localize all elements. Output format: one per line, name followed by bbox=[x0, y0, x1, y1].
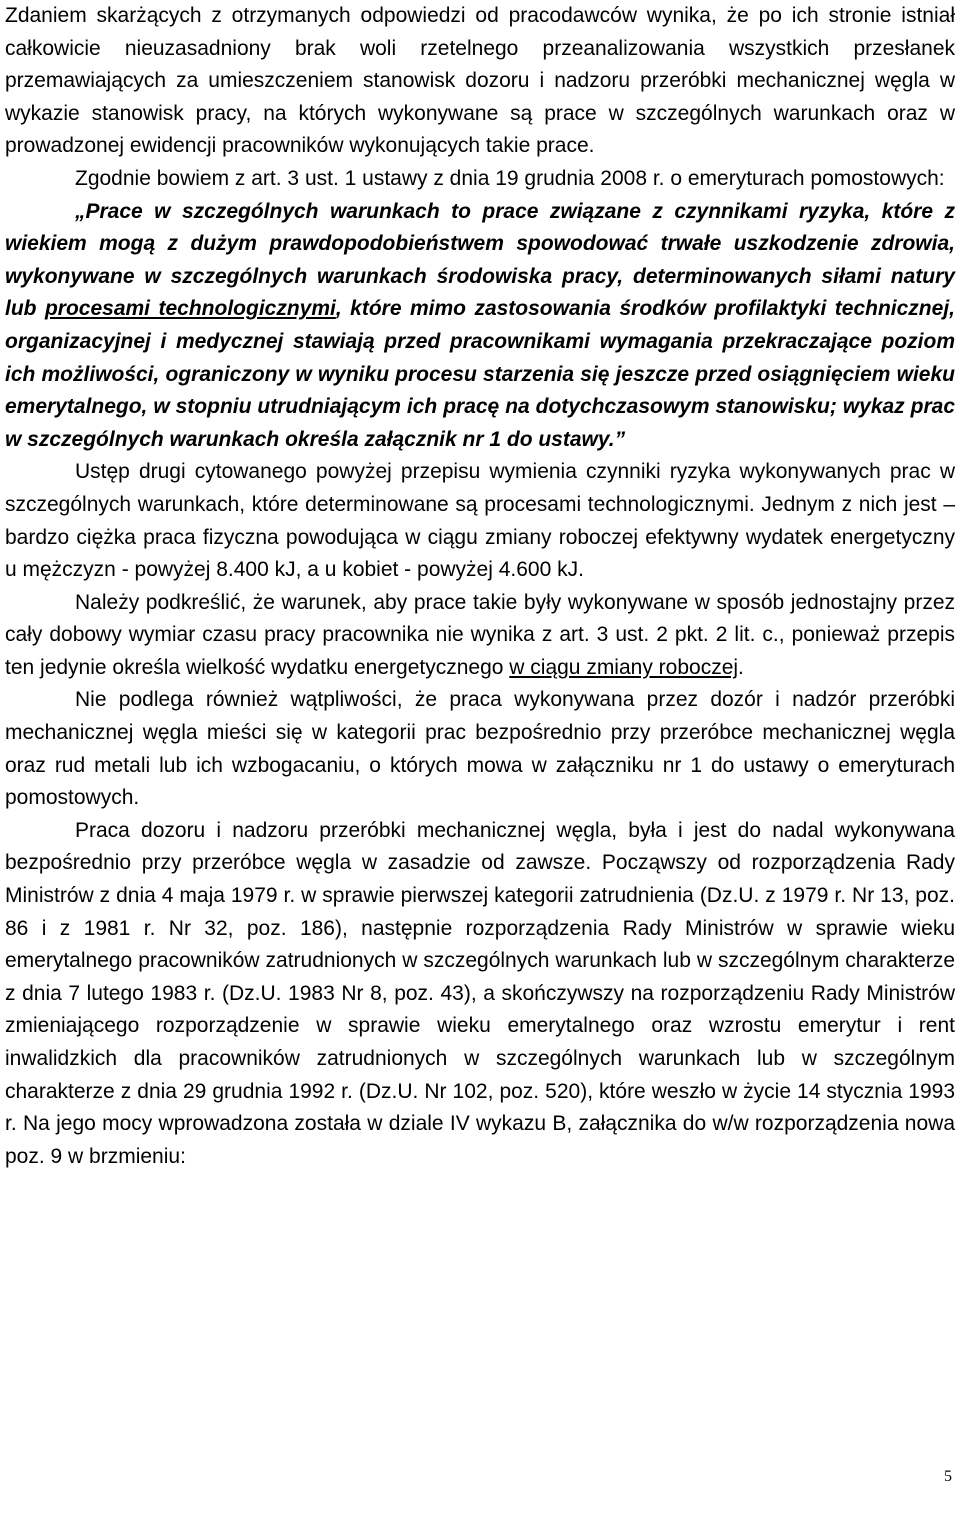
paragraph-regulation-history: Praca dozoru i nadzoru przeróbki mechanicznej węgla, była i jest do nadal wykonywana bezpośrednio przy przeróbce węgla w zasadzie od zawsze. Począwszy od rozporządzenia Rady Ministrów z dnia 4 maja 1979 r. w sprawie pierwszej kategorii zatrudnienia (Dz.U. z 1979 r. Nr 13, poz. 86 i z 1981 r. Nr 32, poz. 186), następnie rozporządzenia Rady Ministrów w sprawie wieku emerytalnego pracowników zatrudnionych w szczególnych warunkach lub w szczególnym charakterze z dnia 7 lutego 1983 r. (Dz.U. 1983 Nr 8, poz. 43), a skończywszy na rozporządzeniu Rady Ministrów zmieniającego rozporządzenie w sprawie wieku emerytalnego oraz wzrostu emerytur i rent inwalidzkich dla pracowników zatrudnionych w szczególnych warunkach lub w szczególnym charakterze z dnia 29 grudnia 1992 r. (Dz.U. Nr 102, poz. 520), które weszło w życie 14 stycznia 1993 r. Na jego mocy wprowadzona została w dziale IV wykazu B, załącznika do w/w rozporządzenia nowa poz. 9 w brzmieniu: bbox=[5, 818, 955, 1168]
paragraph-legal-basis: Zgodnie bowiem z art. 3 ust. 1 ustawy z dnia 19 grudnia 2008 r. o emeryturach pomostowych: bbox=[75, 166, 945, 190]
page-number: 5 bbox=[944, 1468, 952, 1485]
quote-text-start: „Prace w szczególnych warunkach to prace związane z czynnikami ryzyka, które z wiekiem mogą z dużym prawdopodobieństwem spowodować trwałe uszkodzenie zdrowia, wykonywane w szczególnych warunkach środowiska pracy, determinowanych siłami natury lub bbox=[5, 199, 955, 321]
paragraph-condition-start: Należy podkreślić, że warunek, aby prace takie były wykonywane w sposób jednostajny przez cały dobowy wymiar czasu pracy pracownika nie wynika z art. 3 ust. 2 pkt. 2 lit. c., ponieważ przepis ten jedynie określa wielkość wydatku energetycznego bbox=[5, 590, 955, 679]
paragraph-condition-underlined: w ciągu zmiany roboczej bbox=[509, 655, 739, 679]
quote-text-end: , które mimo zastosowania środków profilaktyki technicznej, organizacyjnej i medycznej stawiają przed pracownikami wymagania przekraczające poziom ich możliwości, ograniczony w wyniku procesu starzenia się jeszcze przed osiągnięciem wieku emerytalnego, w stopniu utrudniającym ich pracę na dotychczasowym stanowisku; wykaz prac w szczególnych warunkach określa załącznik nr 1 do ustawy.” bbox=[5, 297, 955, 451]
paragraph-condition-end: . bbox=[738, 655, 744, 679]
quoted-provision bbox=[5, 196, 955, 457]
quote-underlined-text: procesami technologicznymi bbox=[44, 297, 336, 321]
paragraph-complaint-summary: Zdaniem skarżących z otrzymanych odpowiedzi od pracodawców wynika, że po ich stronie istniał całkowicie nieuzasadniony brak woli rzetelnego przeanalizowania wszystkich przesłanek przemawiających za umieszczeniem stanowisk dozoru i nadzoru przeróbki mechanicznej węgla w wykazie stanowisk pracy, na których wykonywane są prace w szczególnych warunkach oraz w prowadzonej ewidencji pracowników wykonujących takie prace. bbox=[5, 4, 955, 158]
paragraph-condition bbox=[5, 587, 955, 685]
paragraph-risk-factors: Ustęp drugi cytowanego powyżej przepisu wymienia czynniki ryzyka wykonywanych prac w szczególnych warunkach, które determinowane są procesami technologicznymi. Jednym z nich jest – bardzo ciężka praca fizyczna powodująca w ciągu zmiany roboczej efektywny wydatek energetyczny u mężczyzn - powyżej 8.400 kJ, a u kobiet - powyżej 4.600 kJ. bbox=[5, 460, 955, 582]
paragraph-supervision-category: Nie podlega również wątpliwości, że praca wykonywana przez dozór i nadzór przeróbki mechanicznej węgla mieści się w kategorii prac bezpośrednio przy przeróbce mechanicznej węgla oraz rud metali lub ich wzbogacaniu, o których mowa w załączniku nr 1 do ustawy o emeryturach pomostowych. bbox=[5, 688, 955, 810]
document-page bbox=[5, 0, 955, 1173]
